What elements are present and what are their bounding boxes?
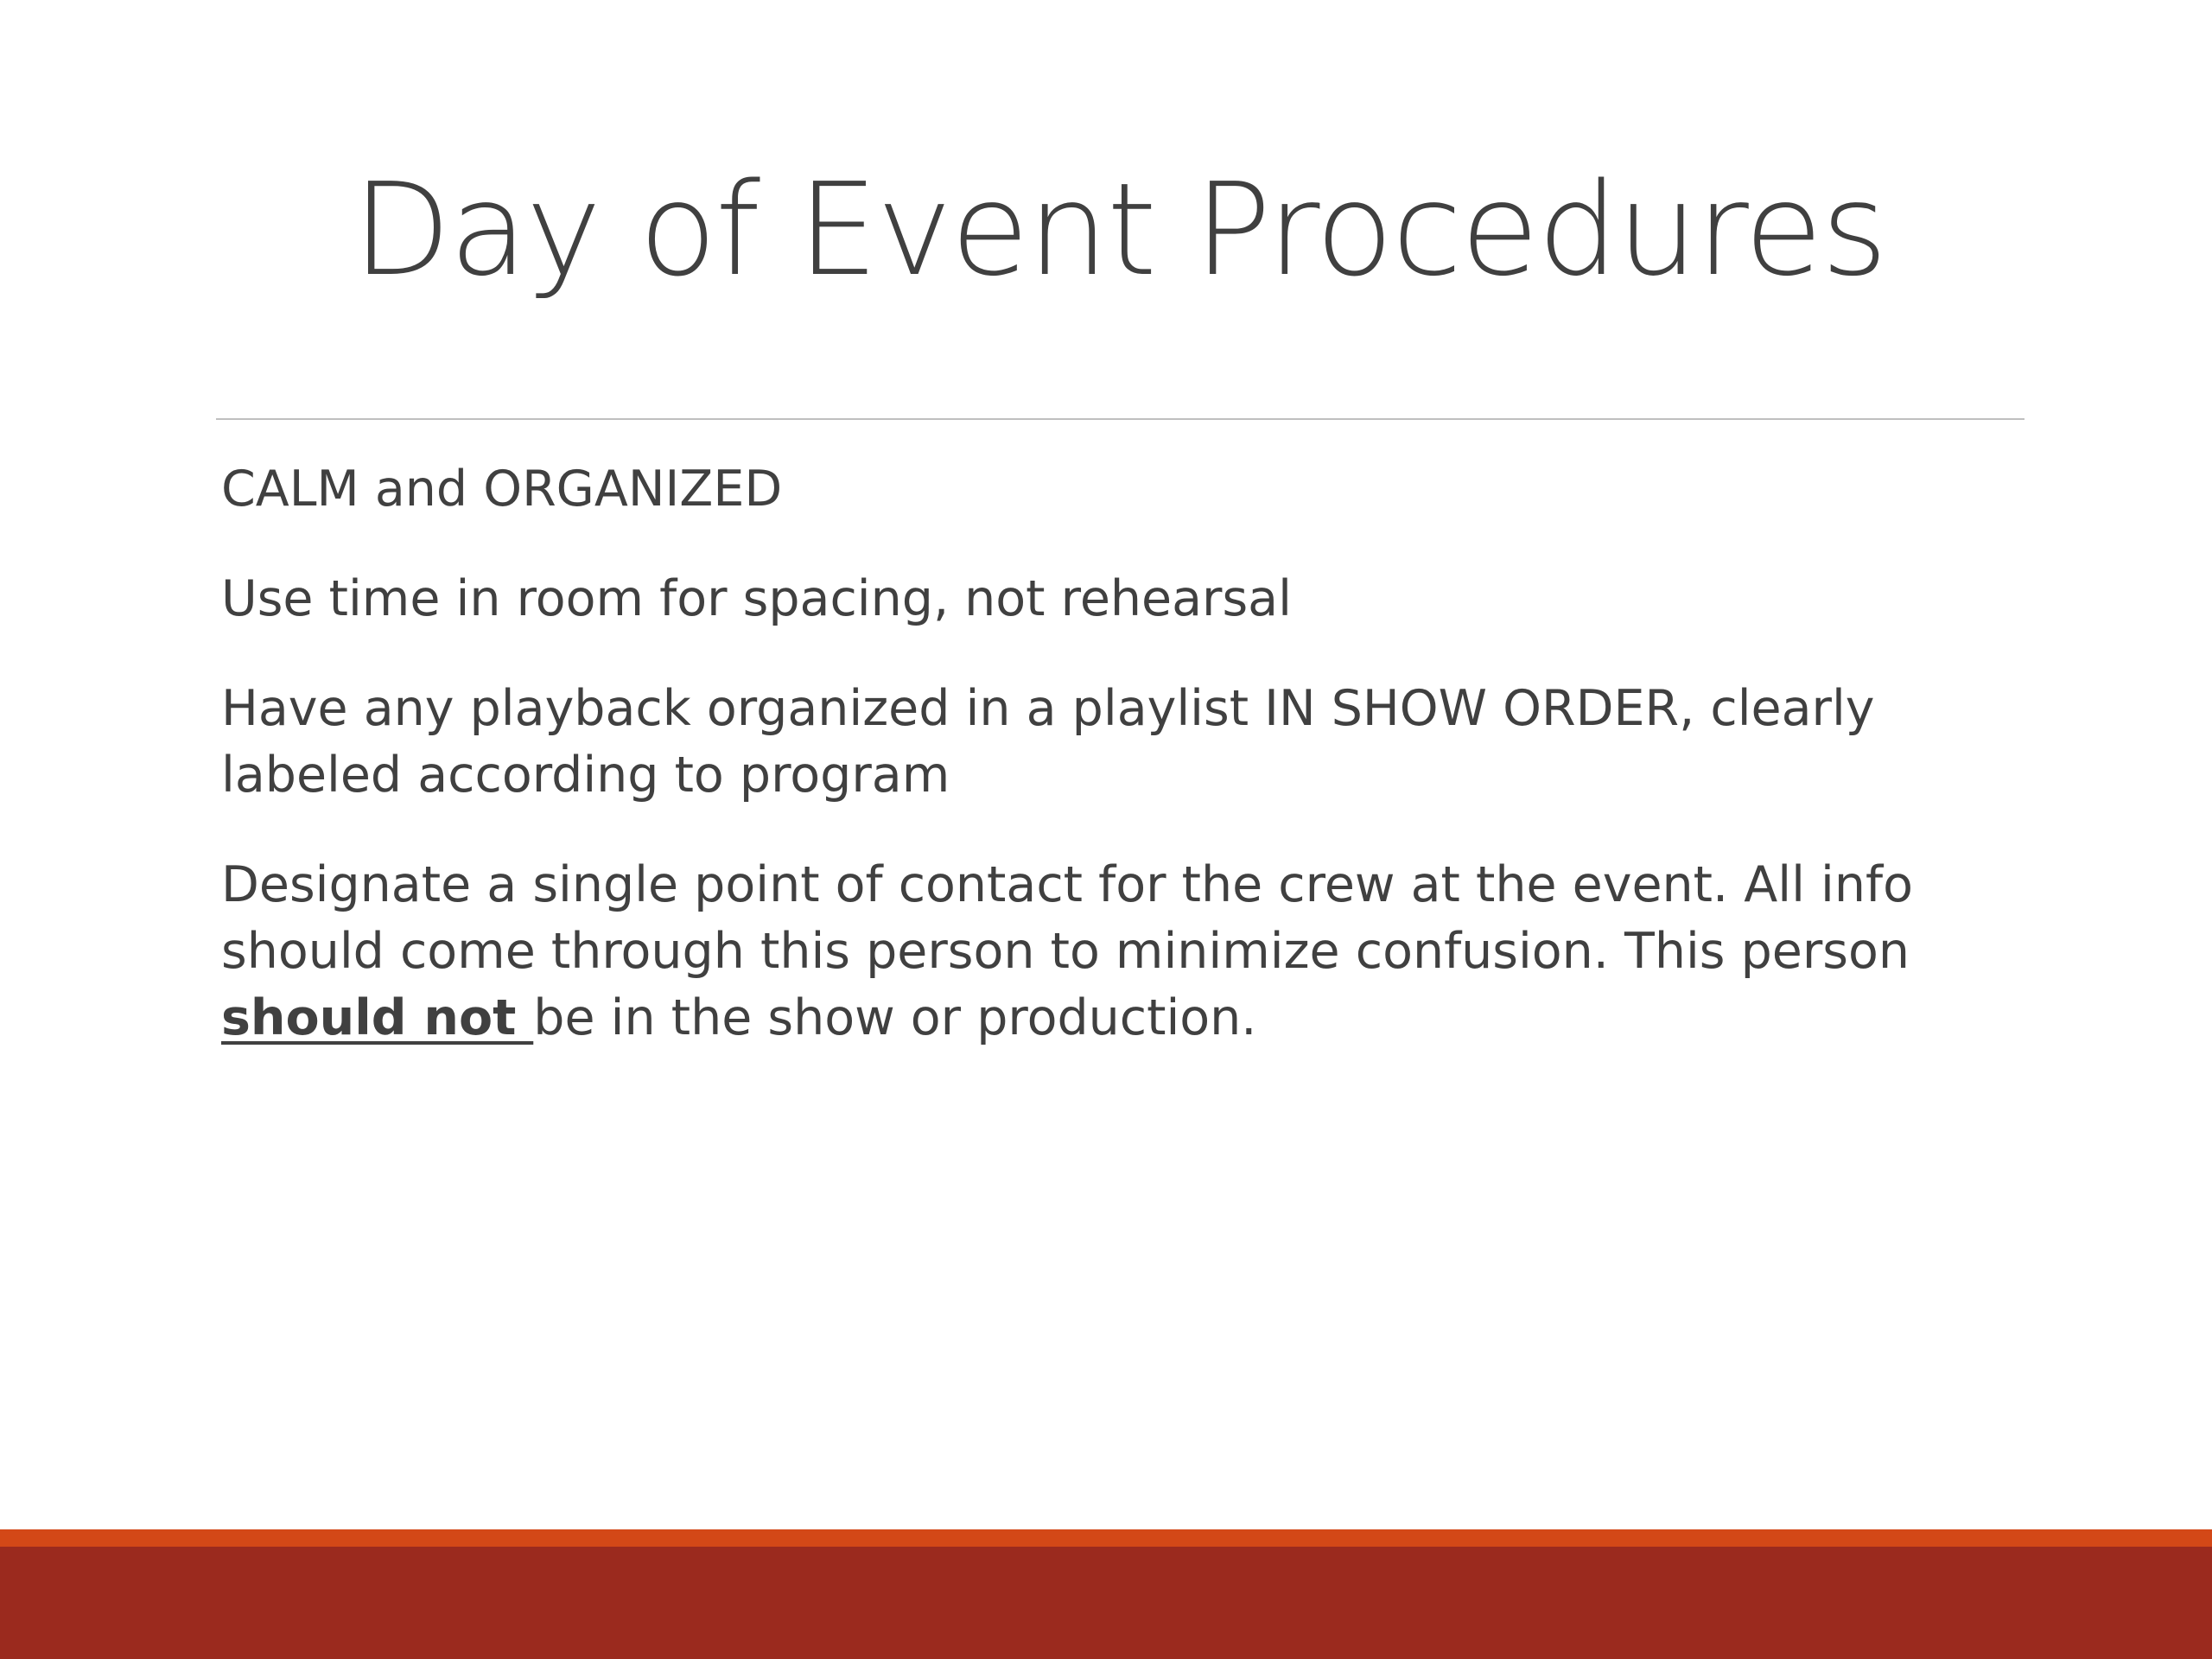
title-divider xyxy=(216,418,2024,420)
bullet-contact xyxy=(221,852,2036,1052)
contact-text-intro: Designate a single point of contact for the crew at the event. All info should come through this person to minimize confusion. This person xyxy=(221,856,1913,980)
bullet-spacing: Use time in room for spacing, not rehearsal xyxy=(221,570,1292,627)
bullet-playback: Have any playback organized in a playlist IN SHOW ORDER, clearly labeled according to program xyxy=(221,680,1875,804)
slide-title: Day of Event Procedures xyxy=(353,156,1886,304)
bullet-calm: CALM and ORGANIZED xyxy=(221,461,783,518)
slide-body xyxy=(221,456,2036,1095)
contact-text-end: be in the show or production. xyxy=(533,989,1257,1046)
footer-accent-stripe xyxy=(0,1529,2212,1547)
footer-bar xyxy=(0,1547,2212,1659)
contact-emphasis: should not xyxy=(221,989,534,1046)
